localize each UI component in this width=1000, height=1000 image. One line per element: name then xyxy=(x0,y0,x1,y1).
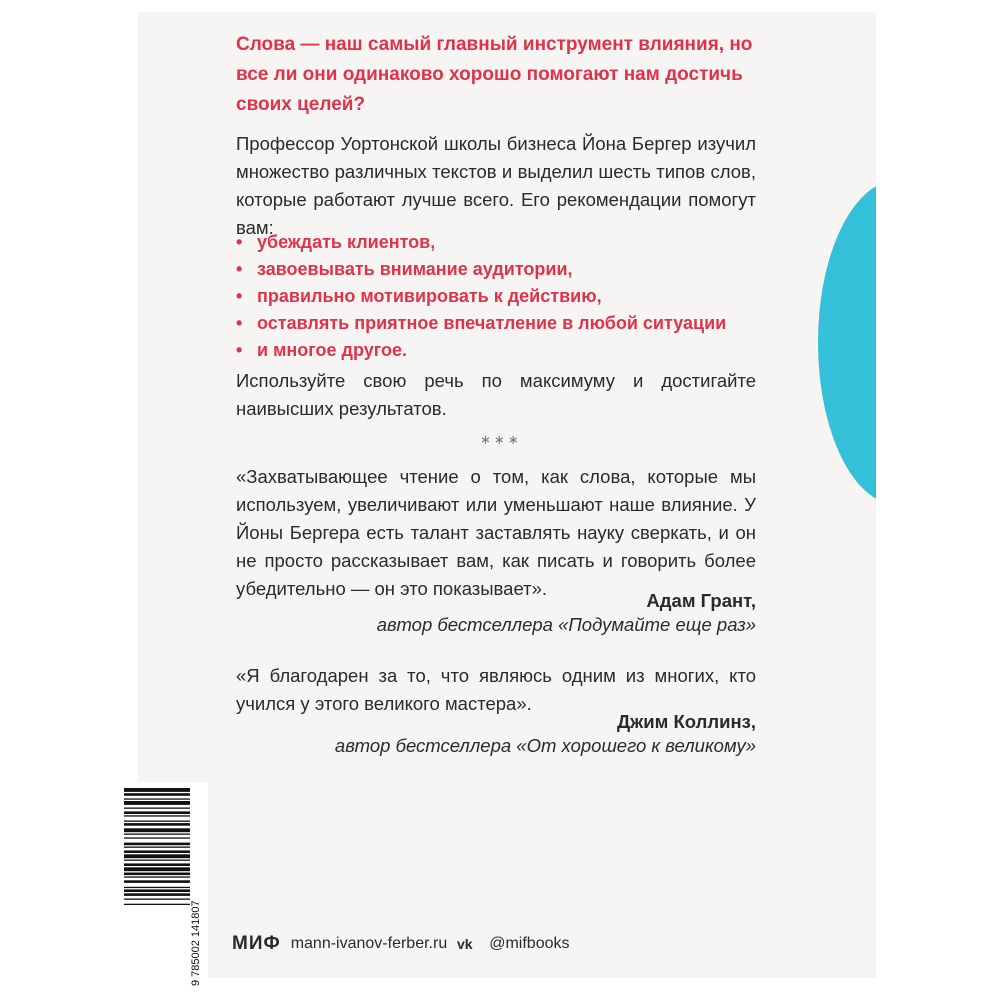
barcode-bar xyxy=(124,863,190,866)
barcode-bar xyxy=(124,847,190,848)
outro-paragraph: Используйте свою речь по максимуму и достигайте наивысших результатов. xyxy=(236,370,756,419)
publisher-footer xyxy=(232,928,569,960)
list-item: • и многое другое. xyxy=(236,337,726,364)
isbn-digits: 9 785002 141807 xyxy=(190,900,202,986)
barcode-bar xyxy=(124,873,190,876)
barcode-bar xyxy=(124,899,190,900)
barcode-bar xyxy=(124,889,190,892)
barcode-bar xyxy=(124,837,190,838)
quote-author-role: автор бестселлера «От хорошего к великому» xyxy=(334,735,756,756)
lead-paragraph: Слова — наш самый главный инструмент влияния, но все ли они одинаково хорошо помогают нам достичь своих целей? xyxy=(236,34,753,115)
barcode-bar xyxy=(124,828,190,832)
vk-icon xyxy=(457,937,479,951)
quote-text: «Захватывающее чтение о том, как слова, которые мы используем, увеличивают или уменьшают наше влияние. У Йоны Бергера есть талант заставлять науку сверкать, и он не просто рассказывает вам, как писать и говорить более убедительно — он это показывает». xyxy=(236,466,756,599)
barcode-bar xyxy=(124,867,190,871)
barcode-bar xyxy=(124,823,190,826)
barcode-bar xyxy=(124,893,190,896)
decorative-blob xyxy=(818,180,876,505)
list-item: • оставлять приятное впечатление в любой ситуации xyxy=(236,310,726,337)
barcode-bar xyxy=(124,843,190,846)
barcode-bar xyxy=(124,801,190,805)
barcode-bar xyxy=(124,887,190,888)
barcode-bar xyxy=(124,854,190,858)
barcode-bar xyxy=(124,788,190,792)
quote-author-role: автор бестселлера «Подумайте еще раз» xyxy=(376,614,756,635)
barcode-bar xyxy=(124,793,190,796)
barcode-bar xyxy=(124,880,190,883)
barcode-bar xyxy=(124,811,190,814)
quote-author: Джим Коллинз, xyxy=(616,711,756,732)
intro-paragraph: Профессор Уортонской школы бизнеса Йона Бергер изучил множество различных текстов и выделил шесть типов слов, которые работают лучше всего. Его рекомендации помогут вам: xyxy=(236,133,756,238)
quote-text: «Я благодарен за то, что являюсь одним из многих, кто учился у этого великого мастера». xyxy=(236,665,756,714)
publisher-logo: МИФ xyxy=(232,933,281,954)
barcode-bar xyxy=(124,808,190,809)
list-item: • завоевывать внимание аудитории, xyxy=(236,256,726,283)
barcode-bar xyxy=(124,904,190,905)
benefits-list xyxy=(236,229,726,364)
svg-text:vk: vk xyxy=(457,937,473,951)
barcode-bar xyxy=(124,798,190,799)
barcode-bar xyxy=(124,876,190,877)
barcode-bar xyxy=(124,821,190,822)
website-link[interactable]: mann-ivanov-ferber.ru xyxy=(290,935,448,952)
barcode-bar xyxy=(124,834,190,835)
isbn-barcode xyxy=(118,782,208,994)
list-item: • правильно мотивировать к действию, xyxy=(236,283,726,310)
quote-author: Адам Грант, xyxy=(646,590,756,611)
barcode-bar xyxy=(124,850,190,853)
barcode-bar xyxy=(124,815,190,816)
barcode-bar xyxy=(124,860,190,861)
list-item: • убеждать клиентов, xyxy=(236,229,726,256)
section-separator: ∗∗∗ xyxy=(480,432,522,447)
social-handle[interactable]: @mifbooks xyxy=(489,935,570,952)
